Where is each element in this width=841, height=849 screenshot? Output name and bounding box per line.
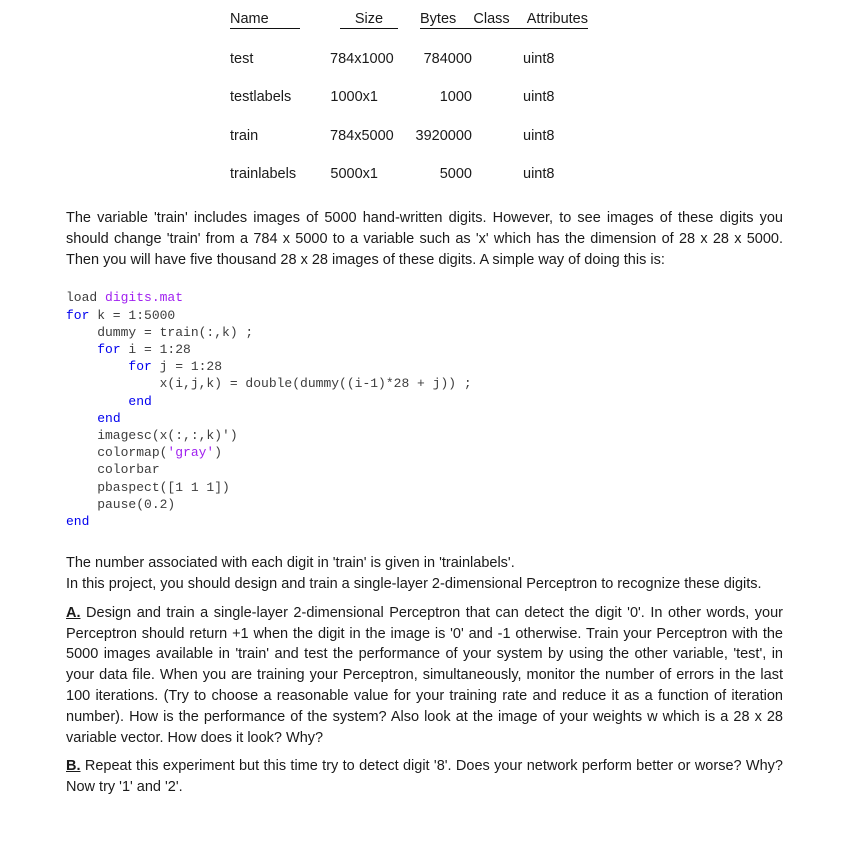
code-line: load digits.mat xyxy=(66,290,184,306)
column-header-attributes: Attributes xyxy=(526,11,588,27)
trainlabels-line-1: The number associated with each digit in 'train' is given in 'trainlabels'. xyxy=(66,555,515,572)
cell-size: 784x5000 xyxy=(330,127,394,144)
code-line: pause(0.2) xyxy=(66,496,176,512)
code-line: x(i,j,k) = double(dummy((i-1)*28 + j)) ; xyxy=(66,376,472,392)
cell-class: uint8 xyxy=(523,166,555,182)
paragraph-trainlabels xyxy=(66,553,783,595)
section-a-text: Design and train a single-layer 2-dimensional Perceptron that can detect the digit '0'. In other words, your Perceptron should return +1 when the digit in the image is '0' and -1 otherwise. Train your Perceptron with the 5000 images available in 'train' and test the performance of your system by using the other variable, 'test', in your data file. When you are training your Perceptron, simultaneously, monitor the number of errors in the last 100 iterations. (Try to choose a reasonable value for your training rate and reduce it as a function of iteration number). How is the performance of the system? Also look at the image of your weights w which is a 28 x 28 variable vector. How does it look? Why? xyxy=(66,604,783,746)
section-b-label: B. xyxy=(66,758,81,775)
cell-name: train xyxy=(230,127,259,144)
cell-bytes: 784000 xyxy=(423,50,472,67)
code-line: colormap('gray') xyxy=(66,445,223,461)
code-line: colorbar xyxy=(66,462,160,478)
table-row xyxy=(230,89,783,106)
code-line: for j = 1:28 xyxy=(128,359,223,375)
cell-size: 5000x1 xyxy=(330,166,378,182)
cell-class: uint8 xyxy=(523,127,555,144)
cell-size: 784x1000 xyxy=(330,50,394,67)
column-header-name: Name xyxy=(230,11,300,29)
section-b xyxy=(66,756,783,798)
variables-table xyxy=(230,8,783,183)
cell-bytes: 3920000 xyxy=(415,127,472,144)
code-line: imagesc(x(:,:,k)') xyxy=(66,428,238,444)
cell-bytes: 1000 xyxy=(439,89,472,105)
column-header-size: Size xyxy=(340,11,398,29)
code-line: pbaspect([1 1 1]) xyxy=(66,479,230,495)
column-header-class: Class xyxy=(473,11,510,27)
code-line: end xyxy=(128,393,152,409)
cell-name: testlabels xyxy=(230,89,292,105)
table-row xyxy=(230,166,783,183)
cell-name: trainlabels xyxy=(230,166,297,182)
cell-name: test xyxy=(230,50,254,67)
table-row xyxy=(230,51,783,68)
cell-bytes: 5000 xyxy=(439,166,472,182)
code-block xyxy=(66,289,783,530)
code-line: end xyxy=(97,410,121,426)
code-line: end xyxy=(66,514,90,530)
cell-class: uint8 xyxy=(523,89,555,105)
table-row xyxy=(230,128,783,145)
paragraph-intro: The variable 'train' includes images of 5000 hand-written digits. However, to see images of these digits you should change 'train' from a 784 x 5000 to a variable such as 'x' which has the dimension of 28 x 28 x 5000. Then you will have five thousand 28 x 28 images of these digits. A simple way of doing this is: xyxy=(66,210,783,268)
code-line: for k = 1:5000 xyxy=(66,307,176,323)
section-a xyxy=(66,603,783,749)
column-header-bytes: Bytes xyxy=(420,11,457,27)
section-b-text: Repeat this experiment but this time try to detect digit '8'. Does your network perform better or worse? Why? Now try '1' and '2'. xyxy=(66,758,783,796)
section-a-label: A. xyxy=(66,604,81,621)
cell-class: uint8 xyxy=(523,50,555,67)
table-header-group xyxy=(420,11,588,29)
cell-size: 1000x1 xyxy=(330,89,378,105)
code-line: for i = 1:28 xyxy=(97,342,191,357)
trainlabels-line-2: In this project, you should design and train a single-layer 2-dimensional Perceptron to recognize these digits. xyxy=(66,576,762,593)
code-line: dummy = train(:,k) ; xyxy=(66,324,254,340)
table-header-row xyxy=(230,8,783,29)
